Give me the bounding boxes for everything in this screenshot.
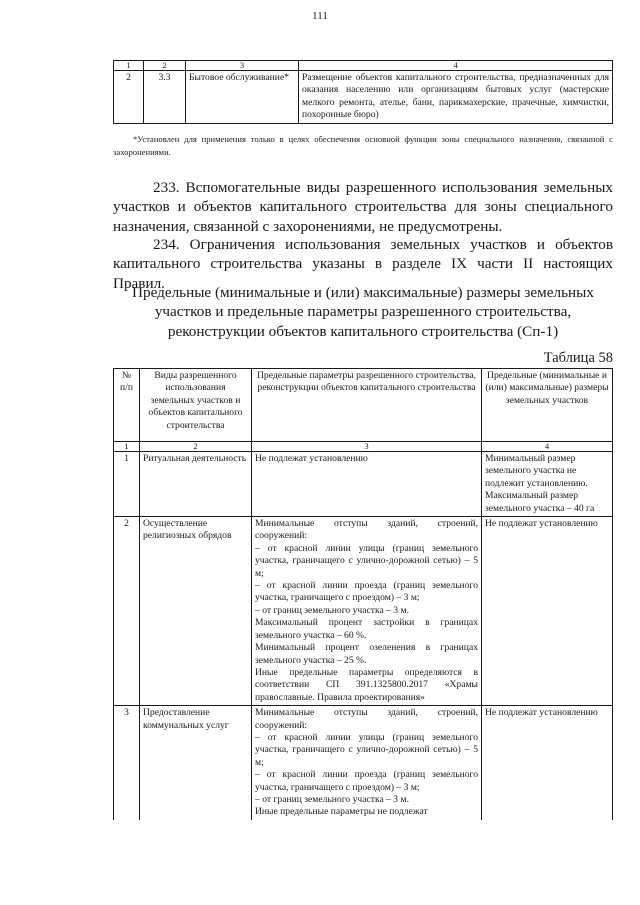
row-number: 3: [114, 706, 140, 820]
param-line: Минимальные отступы зданий, строений, сооружений:: [255, 707, 478, 731]
use-description: Размещение объектов капитального строительства, предназначенных для оказания населению или организациям бытовых услуг (мастерские мелкого ремонта, ателье, бани, парикмахерские, прачечные, химчистки, похоронные бюро): [299, 71, 613, 124]
col-number-cell: 3: [252, 442, 482, 452]
size-line: Не подлежат установлению: [485, 707, 598, 719]
col-number-cell: 4: [482, 442, 613, 452]
footnote: *Установлен для применения только в целях обеспечения основной функции зоны специального назначения, связанной с захоронениями.: [113, 134, 613, 157]
header-cell: Виды разрешенного использования земельных участков и объектов капитального строительства: [140, 369, 252, 442]
use-name: Бытовое обслуживание*: [186, 71, 299, 124]
params-cell: [252, 517, 482, 706]
param-line: Максимальный процент застройки в границах земельного участка – 60 %.: [255, 617, 478, 641]
use-name: Ритуальная деятельность: [140, 452, 252, 517]
param-line: – от границ земельного участка – 3 м.: [255, 793, 409, 805]
col-number-cell: 2: [144, 61, 186, 71]
col-number-cell: 1: [114, 442, 140, 452]
size-line: Максимальный размер земельного участка – 40 га: [485, 490, 595, 514]
col-number-cell: 4: [299, 61, 613, 71]
table-header-row: [114, 369, 613, 442]
sizes-cell: [482, 706, 613, 820]
size-line: Не подлежат установлению: [485, 518, 598, 530]
table-caption: [113, 283, 613, 341]
caption-line: реконструкции объектов капитального строительства (Сп-1): [167, 322, 559, 340]
parameters-table: [113, 368, 613, 820]
caption-line: участков и предельные параметры разрешенного строительства,: [154, 303, 572, 321]
column-number-row: [114, 61, 613, 71]
row-number: 2: [114, 517, 140, 706]
params-cell: [252, 452, 482, 517]
row-number: 2: [114, 71, 144, 124]
col-number-cell: 2: [140, 442, 252, 452]
size-line: Минимальный размер земельного участка не подлежит установлению.: [485, 453, 588, 489]
caption-line: Предельные (минимальные и (или) максимальные) размеры земельных: [132, 284, 594, 301]
param-line: Минимальный процент озеленения в границах земельного участка – 25 %.: [255, 642, 478, 666]
table-row: [114, 452, 613, 517]
param-line: Иные предельные параметры не подлежат: [255, 806, 428, 818]
param-line: – от красной линии улицы (границ земельного участка, граничащего с улично-дорожной сетью) – 5 м;: [255, 731, 478, 768]
param-line: – от красной линии улицы (границ земельного участка, граничащего с улично-дорожной сетью) – 5 м;: [255, 542, 478, 579]
land-use-table-continuation: [113, 60, 613, 124]
param-line: Минимальные отступы зданий, строений, сооружений:: [255, 518, 478, 542]
use-name: Осуществление религиозных обрядов: [140, 517, 252, 706]
row-number: 1: [114, 452, 140, 517]
param-line: Не подлежат установлению: [255, 453, 368, 464]
use-name: Предоставление коммунальных услуг: [140, 706, 252, 820]
header-cell: № п/п: [114, 369, 140, 442]
sizes-cell: [482, 452, 613, 517]
table-label: Таблица 58: [543, 350, 613, 366]
paragraph-234: 234. Ограничения использования земельных участков и объектов капитального строительства указаны в разделе IX части II настоящих Правил.: [113, 236, 613, 292]
use-code: 3.3: [144, 71, 186, 124]
col-number-cell: 3: [186, 61, 299, 71]
page-number: 111: [312, 10, 328, 22]
param-line: – от границ земельного участка – 3 м.: [255, 604, 409, 616]
column-number-row: [114, 442, 613, 452]
paragraph-233: 233. Вспомогательные виды разрешенного использования земельных участков и объектов капитального строительства для зоны специального назначения, связанной с захоронениями, не предусмотрены.: [113, 179, 613, 235]
header-cell: Предельные (минимальные и (или) максимальные) размеры земельных участков: [482, 369, 613, 442]
header-cell: Предельные параметры разрешенного строительства, реконструкции объектов капитального строительства: [252, 369, 482, 442]
col-number-cell: 1: [114, 61, 144, 71]
table-row: [114, 517, 613, 706]
sizes-cell: [482, 517, 613, 706]
param-line: – от красной линии проезда (границ земельного участка, граничащего с проездом) – 3 м;: [255, 580, 478, 604]
param-line: Иные предельные параметры определяются в соответствии СП 391.1325800.2017 «Храмы православные. Правила проектирования»: [255, 666, 478, 703]
param-line: – от красной линии проезда (границ земельного участка, граничащего с проездом) – 3 м;: [255, 769, 478, 793]
table-row: [114, 706, 613, 820]
table-row: [114, 71, 613, 124]
params-cell: [252, 706, 482, 820]
